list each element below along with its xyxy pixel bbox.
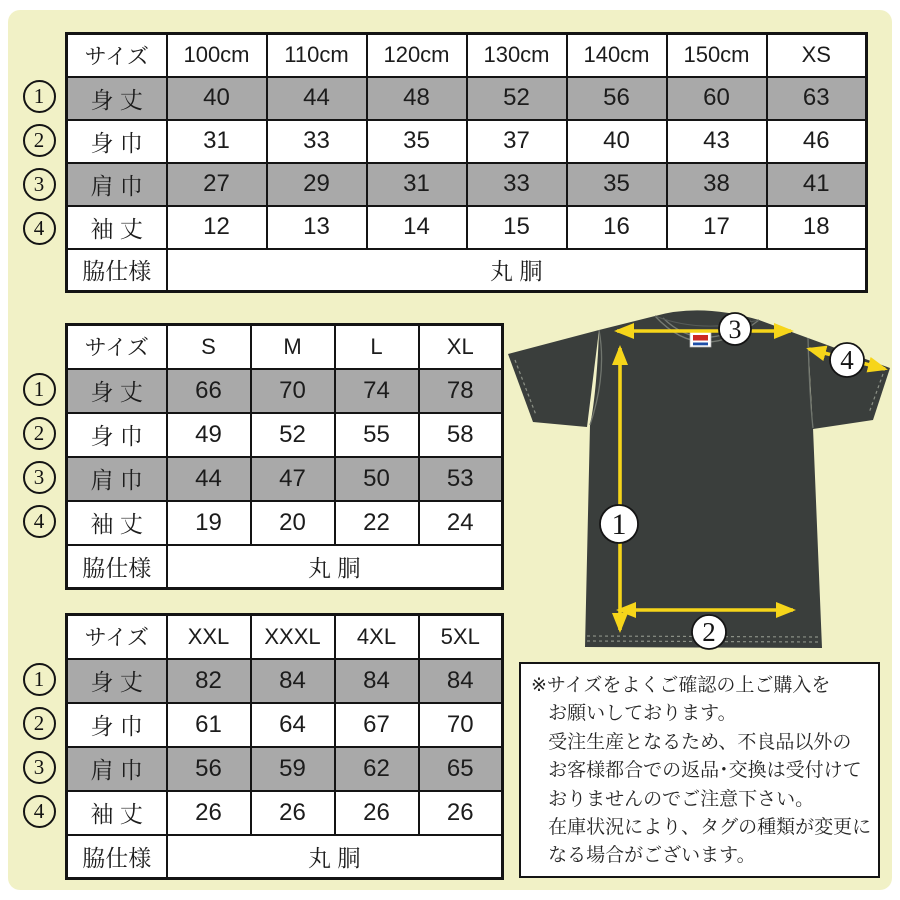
size-value-cell: 41 (767, 163, 867, 206)
row-marker-1: 1 (23, 80, 56, 113)
size-value-cell: 31 (167, 120, 267, 163)
row-marker-1: 1 (23, 373, 56, 406)
size-value-cell: 26 (335, 791, 419, 835)
row-label: 身 巾 (67, 703, 167, 747)
size-value-cell: 84 (419, 659, 503, 703)
size-value-cell: 44 (267, 77, 367, 120)
footer-label: 脇仕様 (67, 249, 167, 292)
size-value-cell: 84 (335, 659, 419, 703)
size-value-cell: 43 (667, 120, 767, 163)
footer-label: 脇仕様 (67, 835, 167, 879)
size-value-cell: 33 (267, 120, 367, 163)
size-value-cell: 70 (419, 703, 503, 747)
size-value-cell: 35 (567, 163, 667, 206)
size-value-cell: 56 (167, 747, 251, 791)
size-value-cell: 56 (567, 77, 667, 120)
size-value-cell: 70 (251, 369, 335, 413)
notice-line: 在庫状況により、タグの種類が変更に (548, 817, 872, 839)
brand-tag (690, 332, 711, 347)
footer-value: 丸 胴 (167, 835, 503, 879)
size-header-cell: サイズ (67, 34, 167, 77)
size-column-header: 130cm (467, 34, 567, 77)
marker-3-shoulder (719, 313, 751, 345)
notice-line: おりませんのでご注意下さい。 (548, 788, 815, 810)
size-column-header: 120cm (367, 34, 467, 77)
row-label: 肩 巾 (67, 457, 167, 501)
svg-text:3: 3 (728, 315, 742, 344)
size-value-cell: 31 (367, 163, 467, 206)
row-marker-2: 2 (23, 417, 56, 450)
size-value-cell: 49 (167, 413, 251, 457)
svg-text:1: 1 (611, 508, 627, 541)
size-column-header: M (251, 325, 335, 369)
kids-table-row-markers (21, 75, 57, 250)
size-value-cell: 29 (267, 163, 367, 206)
row-label: 身 巾 (67, 413, 167, 457)
notice-line: ※サイズをよくご確認の上ご購入を (531, 675, 831, 696)
row-marker-4: 4 (23, 505, 56, 538)
size-value-cell: 35 (367, 120, 467, 163)
size-value-cell: 38 (667, 163, 767, 206)
footer-label: 脇仕様 (67, 545, 167, 589)
size-value-cell: 40 (567, 120, 667, 163)
notice-line: なる場合がございます。 (548, 845, 756, 867)
size-header-cell: サイズ (67, 325, 167, 369)
row-marker-3: 3 (23, 751, 56, 784)
row-label: 身 巾 (67, 120, 167, 163)
row-marker-2: 2 (23, 707, 56, 740)
size-value-cell: 22 (335, 501, 419, 545)
adult-table-row-markers (21, 367, 57, 544)
size-value-cell: 12 (167, 206, 267, 249)
big-table-row-markers (21, 657, 57, 834)
big-sizes-grid (65, 613, 504, 880)
size-value-cell: 17 (667, 206, 767, 249)
size-value-cell: 66 (167, 369, 251, 413)
size-value-cell: 65 (419, 747, 503, 791)
size-value-cell: 53 (419, 457, 503, 501)
size-column-header: 100cm (167, 34, 267, 77)
size-value-cell: 63 (767, 77, 867, 120)
size-value-cell: 26 (167, 791, 251, 835)
size-value-cell: 40 (167, 77, 267, 120)
row-marker-4: 4 (23, 795, 56, 828)
size-value-cell: 13 (267, 206, 367, 249)
row-label: 袖 丈 (67, 791, 167, 835)
size-value-cell: 59 (251, 747, 335, 791)
size-value-cell: 15 (467, 206, 567, 249)
adult-sizes-grid (65, 323, 504, 590)
row-label: 肩 巾 (67, 747, 167, 791)
kids-sizes-grid (65, 32, 868, 293)
size-value-cell: 58 (419, 413, 503, 457)
marker-2-width (692, 615, 726, 649)
marker-4-sleeve (830, 343, 864, 377)
size-value-cell: 78 (419, 369, 503, 413)
size-value-cell: 46 (767, 120, 867, 163)
size-value-cell: 19 (167, 501, 251, 545)
row-label: 身 丈 (67, 369, 167, 413)
size-column-header: S (167, 325, 251, 369)
row-marker-4: 4 (23, 212, 56, 245)
size-value-cell: 61 (167, 703, 251, 747)
notice-line: 受注生産となるため、不良品以外の (548, 731, 852, 753)
size-value-cell: 52 (467, 77, 567, 120)
row-label: 身 丈 (67, 77, 167, 120)
row-marker-3: 3 (23, 461, 56, 494)
size-value-cell: 47 (251, 457, 335, 501)
svg-text:4: 4 (840, 345, 854, 375)
size-value-cell: 48 (367, 77, 467, 120)
size-value-cell: 60 (667, 77, 767, 120)
size-value-cell: 33 (467, 163, 567, 206)
big-size-table (65, 613, 504, 880)
size-column-header: XL (419, 325, 503, 369)
size-value-cell: 18 (767, 206, 867, 249)
size-column-header: L (335, 325, 419, 369)
size-value-cell: 52 (251, 413, 335, 457)
footer-value: 丸 胴 (167, 545, 503, 589)
size-column-header: 150cm (667, 34, 767, 77)
size-column-header: 5XL (419, 615, 503, 659)
size-value-cell: 82 (167, 659, 251, 703)
row-label: 肩 巾 (67, 163, 167, 206)
tshirt-measurement-diagram (505, 298, 897, 660)
row-marker-1: 1 (23, 663, 56, 696)
row-label: 袖 丈 (67, 206, 167, 249)
notice-line: お願いしております。 (548, 703, 737, 725)
purchase-notice-box (519, 662, 880, 878)
size-value-cell: 67 (335, 703, 419, 747)
size-column-header: XXXL (251, 615, 335, 659)
row-label: 袖 丈 (67, 501, 167, 545)
size-value-cell: 44 (167, 457, 251, 501)
size-column-header: XXL (167, 615, 251, 659)
row-marker-3: 3 (23, 168, 56, 201)
size-value-cell: 27 (167, 163, 267, 206)
size-value-cell: 64 (251, 703, 335, 747)
size-value-cell: 24 (419, 501, 503, 545)
size-value-cell: 50 (335, 457, 419, 501)
size-value-cell: 74 (335, 369, 419, 413)
size-header-cell: サイズ (67, 615, 167, 659)
size-value-cell: 20 (251, 501, 335, 545)
size-value-cell: 84 (251, 659, 335, 703)
row-label: 身 丈 (67, 659, 167, 703)
size-column-header: 110cm (267, 34, 367, 77)
size-value-cell: 16 (567, 206, 667, 249)
marker-1-length (600, 505, 638, 543)
size-value-cell: 26 (419, 791, 503, 835)
size-value-cell: 14 (367, 206, 467, 249)
size-value-cell: 26 (251, 791, 335, 835)
adult-size-table (65, 323, 504, 590)
size-column-header: 4XL (335, 615, 419, 659)
size-value-cell: 62 (335, 747, 419, 791)
notice-line: お客様都合での返品･交換は受付けて (548, 760, 862, 782)
size-value-cell: 55 (335, 413, 419, 457)
footer-value: 丸 胴 (167, 249, 867, 292)
size-column-header: 140cm (567, 34, 667, 77)
size-column-header: XS (767, 34, 867, 77)
size-value-cell: 37 (467, 120, 567, 163)
kids-size-table (65, 32, 868, 293)
svg-text:2: 2 (702, 617, 716, 647)
row-marker-2: 2 (23, 124, 56, 157)
